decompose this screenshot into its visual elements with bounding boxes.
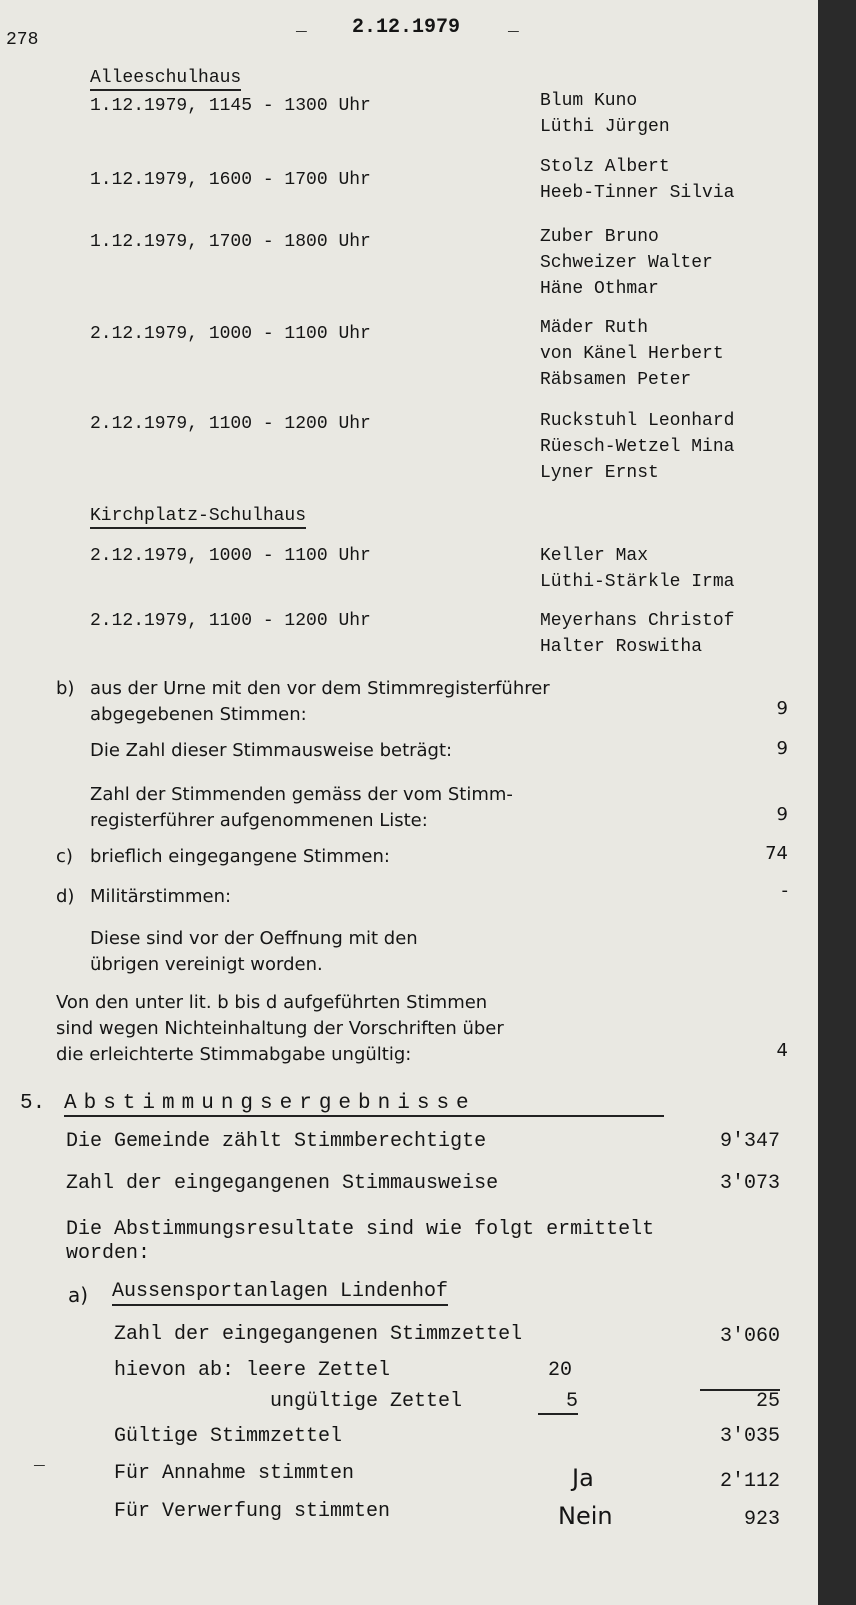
margin-dash: _ xyxy=(34,1450,45,1470)
stimmzettel-label: Zahl der eingegangenen Stimmzettel xyxy=(114,1323,523,1346)
poll-worker-name: Räbsamen Peter xyxy=(540,370,692,390)
item-a-title: Aussensportanlagen Lindenhof xyxy=(112,1280,448,1306)
item-b-value: 9 xyxy=(776,698,788,719)
poll-worker-name: Lüthi Jürgen xyxy=(540,117,670,137)
invalid-votes-line2: sind wegen Nichteinhaltung der Vorschriften über xyxy=(56,1018,504,1039)
ungueltige-zettel-label: ungültige Zettel xyxy=(270,1390,463,1413)
poll-worker-name: Zuber Bruno xyxy=(540,227,659,247)
poll-worker-name: Häne Othmar xyxy=(540,279,659,299)
page-date: 2.12.1979 xyxy=(352,16,461,39)
poll-worker-name: Lyner Ernst xyxy=(540,463,659,483)
item-c-label: c) xyxy=(56,846,73,867)
stimmende-label-line1: Zahl der Stimmenden gemäss der vom Stimm- xyxy=(90,784,513,805)
section-5-number: 5. xyxy=(20,1092,46,1115)
stimmausweise-count-label: Die Zahl dieser Stimmausweise beträgt: xyxy=(90,740,453,761)
slot-time: 1.12.1979, 1145 - 1300 Uhr xyxy=(90,96,371,116)
slot-time: 1.12.1979, 1600 - 1700 Uhr xyxy=(90,170,371,190)
leere-zettel-label: hievon ab: leere Zettel xyxy=(114,1359,391,1382)
invalid-votes-value: 4 xyxy=(776,1040,788,1061)
poll-worker-name: Heeb-Tinner Silvia xyxy=(540,183,735,203)
header-dash-left: _ xyxy=(296,16,307,36)
item-b-label: b) xyxy=(56,678,75,699)
section-title-kirchplatz: Kirchplatz-Schulhaus xyxy=(90,506,306,529)
invalid-votes-line1: Von den unter lit. b bis d aufgeführten Stimmen xyxy=(56,992,488,1013)
stimmberechtigte-label: Die Gemeinde zählt Stimmberechtigte xyxy=(66,1130,487,1153)
gueltige-label: Gültige Stimmzettel xyxy=(114,1425,343,1448)
stimmausweise-label: Zahl der eingegangenen Stimmausweise xyxy=(66,1172,499,1195)
slot-time: 1.12.1979, 1700 - 1800 Uhr xyxy=(90,232,371,252)
stimmberechtigte-value: 9'347 xyxy=(719,1130,780,1153)
item-a-label: a) xyxy=(68,1283,89,1307)
verwerfung-label: Für Verwerfung stimmten xyxy=(114,1500,391,1523)
stimmende-value: 9 xyxy=(776,804,788,825)
item-d-label: d) xyxy=(56,886,75,907)
stimmausweise-value: 3'073 xyxy=(719,1172,780,1195)
poll-worker-name: Rüesch-Wetzel Mina xyxy=(540,437,735,457)
item-d-note-line1: Diese sind vor der Oeffnung mit den xyxy=(90,928,418,949)
poll-worker-name: Keller Max xyxy=(540,546,649,566)
poll-worker-name: Schweizer Walter xyxy=(540,253,713,273)
poll-worker-name: Ruckstuhl Leonhard xyxy=(540,411,735,431)
poll-worker-name: Meyerhans Christof xyxy=(540,611,735,631)
poll-worker-name: von Känel Herbert xyxy=(540,344,724,364)
item-b-text-line1: aus der Urne mit den vor dem Stimmregisterführer xyxy=(90,678,550,699)
stimmende-label-line2: registerführer aufgenommenen Liste: xyxy=(90,810,428,831)
sum-rule xyxy=(700,1389,780,1391)
gueltige-value: 3'035 xyxy=(719,1425,780,1448)
item-b-text-line2: abgegebenen Stimmen: xyxy=(90,704,307,725)
stimmausweise-count-value: 9 xyxy=(776,738,788,759)
ungueltige-zettel-value: 5 xyxy=(538,1390,578,1415)
annahme-word: Ja xyxy=(572,1464,594,1492)
item-d-note-line2: übrigen vereinigt worden. xyxy=(90,954,323,975)
verwerfung-word: Nein xyxy=(558,1502,613,1530)
annahme-label: Für Annahme stimmten xyxy=(114,1462,355,1485)
slot-time: 2.12.1979, 1100 - 1200 Uhr xyxy=(90,414,371,434)
poll-worker-name: Blum Kuno xyxy=(540,91,638,111)
section-5-title: Abstimmungsergebnisse xyxy=(64,1092,664,1117)
annahme-value: 2'112 xyxy=(719,1470,780,1493)
section-title-alleeschulhaus: Alleeschulhaus xyxy=(90,68,241,91)
slot-time: 2.12.1979, 1100 - 1200 Uhr xyxy=(90,611,371,631)
slot-time: 2.12.1979, 1000 - 1100 Uhr xyxy=(90,324,371,344)
slot-time: 2.12.1979, 1000 - 1100 Uhr xyxy=(90,546,371,566)
item-d-value: - xyxy=(781,880,788,901)
item-d-text: Militärstimmen: xyxy=(90,886,232,907)
invalid-votes-line3: die erleichterte Stimmabgabe ungültig: xyxy=(56,1044,412,1065)
verwerfung-value: 923 xyxy=(743,1508,780,1531)
abzug-total: 25 xyxy=(755,1390,780,1413)
stimmzettel-value: 3'060 xyxy=(719,1325,780,1348)
page-number: 278 xyxy=(6,30,39,50)
leere-zettel-value: 20 xyxy=(548,1359,573,1382)
resultate-line2: worden: xyxy=(66,1242,151,1265)
poll-worker-name: Halter Roswitha xyxy=(540,637,703,657)
poll-worker-name: Mäder Ruth xyxy=(540,318,649,338)
header-dash-right: _ xyxy=(508,16,519,36)
item-c-text: brieflich eingegangene Stimmen: xyxy=(90,846,390,867)
item-c-value: 74 xyxy=(765,843,788,864)
poll-worker-name: Lüthi-Stärkle Irma xyxy=(540,572,735,592)
poll-worker-name: Stolz Albert xyxy=(540,157,670,177)
resultate-line1: Die Abstimmungsresultate sind wie folgt ermittelt xyxy=(66,1218,655,1241)
